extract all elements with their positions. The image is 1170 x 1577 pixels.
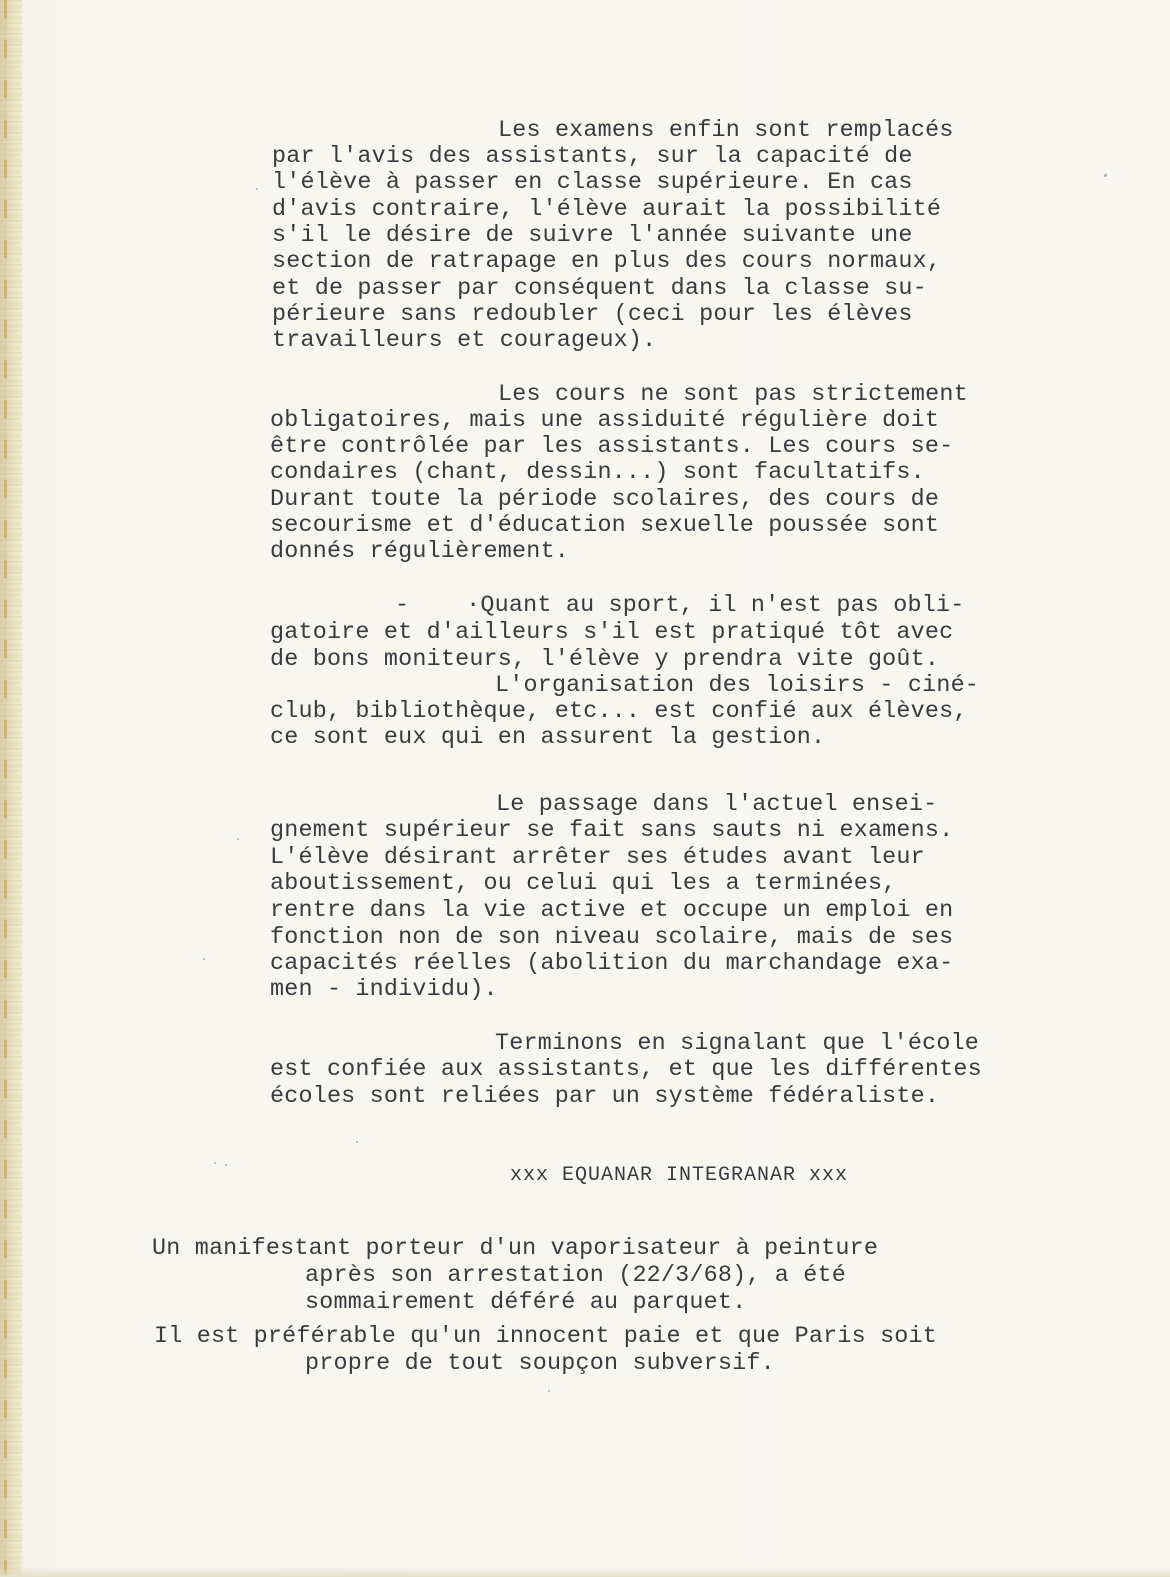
paragraph-1-line: Les examens enfin sont remplacés [498, 118, 954, 144]
paper-speck [214, 1162, 216, 1164]
paragraph-3-line: gatoire et d'ailleurs s'il est pratiqué tôt avec [270, 620, 954, 646]
paragraph-4-line: capacités réelles (abolition du marchandage exa- [270, 951, 954, 977]
paragraph-2-line: Les cours ne sont pas strictement [498, 382, 968, 408]
paper-speck [548, 1390, 550, 1392]
paragraph-1-line: section de ratrapage en plus des cours normaux, [272, 249, 942, 275]
paragraph-3-line: de bons moniteurs, l'élève y prendra vite goût. [270, 647, 940, 673]
paper-speck [1104, 174, 1107, 177]
paragraph-4-line: L'élève désirant arrêter ses études avant leur [270, 845, 925, 871]
paragraph-3-line: L'organisation des loisirs - ciné- [495, 673, 980, 699]
paragraph-2-line: donnés régulièrement. [270, 539, 569, 565]
paragraph-1-line: d'avis contraire, l'élève aurait la possibilité [272, 197, 942, 223]
paper-speck [256, 188, 258, 190]
paragraph-5-line: est confiée aux assistants, et que les différentes [270, 1057, 982, 1083]
note-1-line: sommairement déféré au parquet. [305, 1290, 747, 1316]
paragraph-4-line: gnement supérieur se fait sans sauts ni examens. [270, 818, 954, 844]
paragraph-2-line: Durant toute la période scolaires, des cours de [270, 487, 940, 513]
note-1-line: après son arrestation (22/3/68), a été [305, 1263, 846, 1289]
paragraph-2-line: obligatoires, mais une assiduité régulière doit [270, 408, 940, 434]
paper-speck [203, 958, 205, 960]
paragraph-1-line: s'il le désire de suivre l'année suivante une [272, 223, 913, 249]
paper-speck [356, 1141, 358, 1143]
paragraph-3-line: club, bibliothèque, etc... est confié aux élèves, [270, 699, 968, 725]
paper-speck [225, 1164, 227, 1166]
page-binding-edge [0, 0, 22, 1577]
page-bottom-edge [0, 1567, 1170, 1577]
paragraph-1-line: périeure sans redoubler (ceci pour les élèves [272, 302, 913, 328]
paragraph-3-line: - ·Quant au sport, il n'est pas obli- [395, 593, 965, 619]
note-1-line: Un manifestant porteur d'un vaporisateur à peinture [152, 1236, 879, 1262]
paragraph-4-line: rentre dans la vie active et occupe un emploi en [270, 898, 954, 924]
paragraph-5-line: écoles sont reliées par un système fédéraliste. [270, 1084, 940, 1110]
paragraph-2-line: condaires (chant, dessin...) sont facultatifs. [270, 460, 925, 486]
paragraph-5-line: Terminons en signalant que l'école [495, 1031, 980, 1057]
paragraph-4-line: Le passage dans l'actuel ensei- [496, 792, 938, 818]
note-2-line: Il est préférable qu'un innocent paie et que Paris soit [154, 1324, 938, 1350]
paragraph-4-line: men - individu). [270, 977, 498, 1003]
paragraph-4-line: fonction non de son niveau scolaire, mais de ses [270, 925, 954, 951]
note-2-line: propre de tout soupçon subversif. [305, 1351, 775, 1377]
slogan: xxx EQUANAR INTEGRANAR xxx [510, 1164, 849, 1187]
paragraph-1-line: l'élève à passer en classe supérieure. En cas [272, 170, 913, 196]
paragraph-1-line: par l'avis des assistants, sur la capacité de [272, 144, 913, 170]
paragraph-2-line: être contrôlée par les assistants. Les cours se- [270, 434, 954, 460]
paragraph-4-line: aboutissement, ou celui qui les a terminées, [270, 871, 897, 897]
paper-speck [237, 838, 239, 840]
paragraph-3-line: ce sont eux qui en assurent la gestion. [270, 725, 826, 751]
paragraph-2-line: secourisme et d'éducation sexuelle poussée sont [270, 513, 940, 539]
paragraph-1-line: et de passer par conséquent dans la classe su- [272, 276, 927, 302]
paragraph-1-line: travailleurs et courageux). [272, 328, 657, 354]
